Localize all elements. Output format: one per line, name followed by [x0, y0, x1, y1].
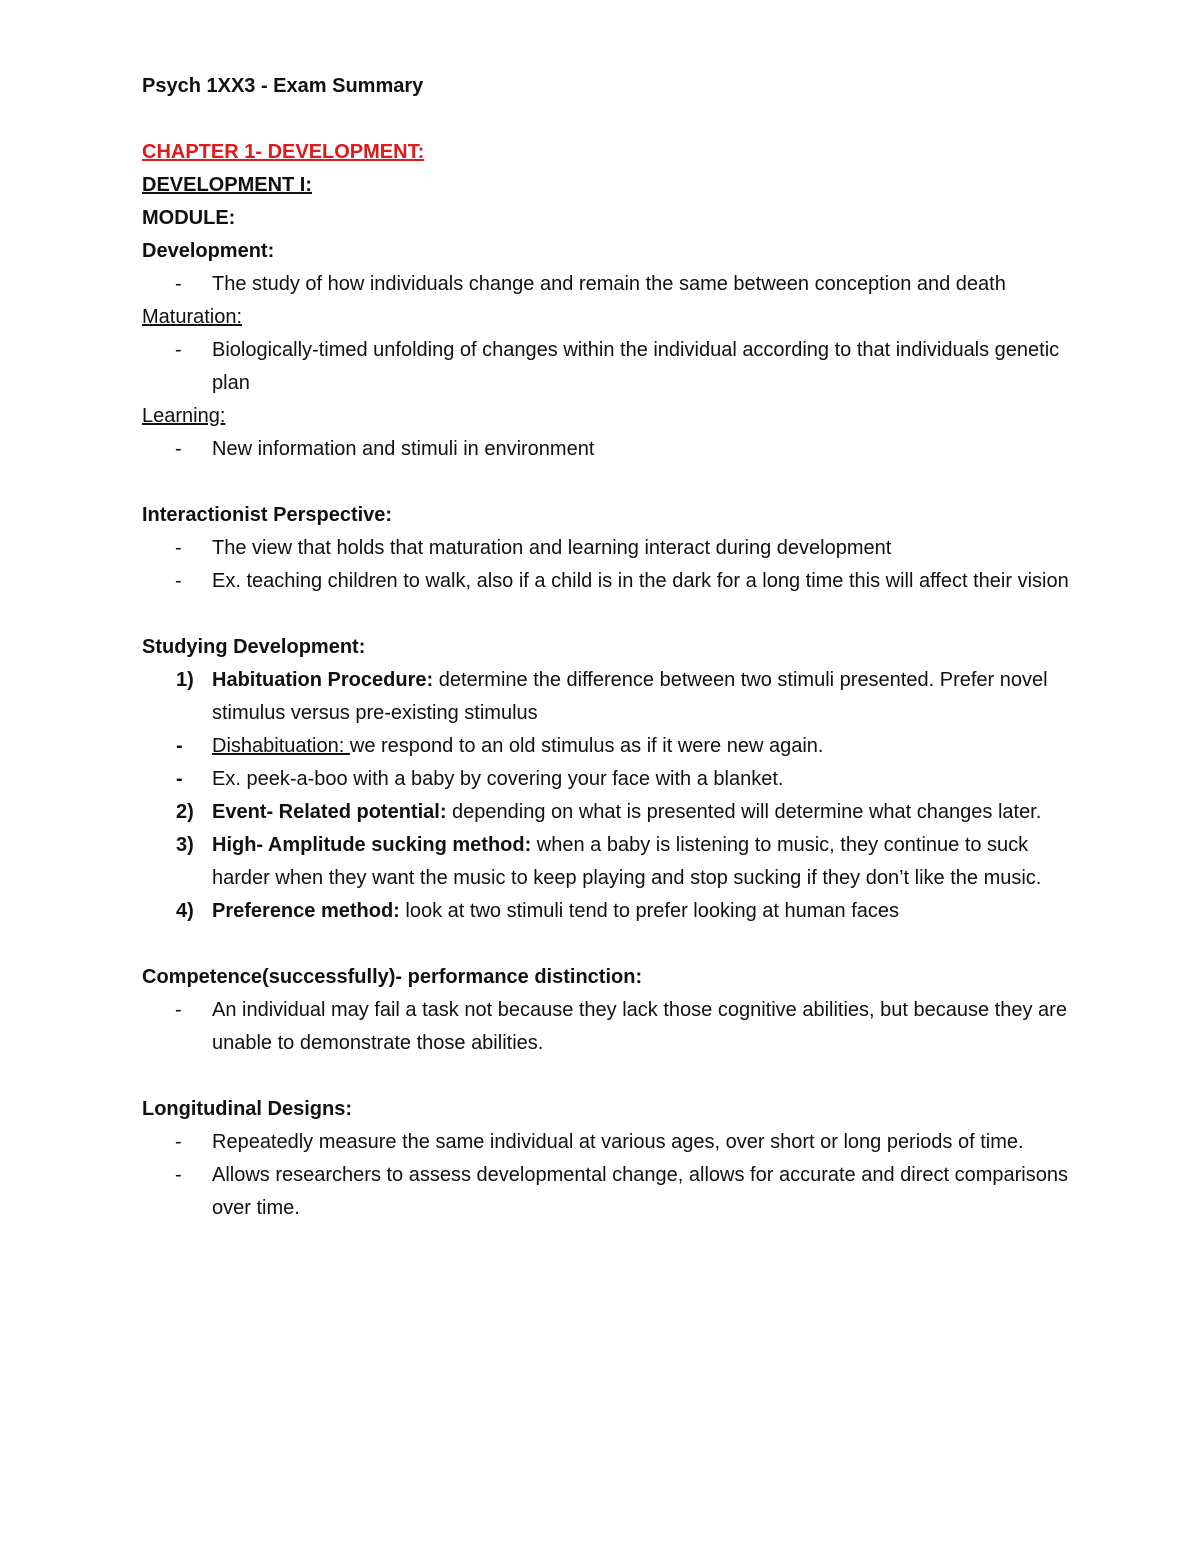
competence-heading: Competence(successfully)- performance distinction:	[142, 966, 643, 988]
spacer	[142, 466, 1072, 499]
list-item	[142, 994, 1072, 1060]
list-item	[142, 763, 1072, 796]
studying-heading: Studying Development:	[142, 636, 366, 658]
numbered-item	[142, 796, 1072, 829]
interactionist-heading: Interactionist Perspective:	[142, 504, 393, 526]
interactionist-list	[142, 532, 1072, 598]
numbered-item	[142, 895, 1072, 928]
learning-heading: Learning:	[142, 405, 226, 427]
dash-marker: -	[175, 1131, 182, 1153]
list-item-text: An individual may fail a task not because they lack those cognitive abilities, but because they are unable to demonstrate those abilities.	[212, 999, 1067, 1054]
list-item	[142, 268, 1072, 301]
term-text: look at two stimuli tend to prefer looking at human faces	[399, 900, 899, 922]
dash-marker: -	[175, 570, 182, 592]
number-marker: 1)	[176, 669, 194, 691]
list-item-text: Repeatedly measure the same individual at various ages, over short or long periods of time.	[212, 1131, 1024, 1153]
spacer	[142, 1060, 1072, 1093]
term-text: depending on what is presented will determine what changes later.	[446, 801, 1042, 823]
list-item-text: Ex. peek-a-boo with a baby by covering your face with a blanket.	[212, 768, 784, 790]
dash-marker: -	[176, 735, 183, 757]
number-marker: 4)	[176, 900, 194, 922]
list-item	[142, 433, 1072, 466]
term: Event- Related potential:	[212, 801, 447, 823]
list-item-text: Ex. teaching children to walk, also if a child is in the dark for a long time this will affect their vision	[212, 570, 1069, 592]
development-list	[142, 268, 1072, 301]
dash-marker: -	[175, 339, 182, 361]
list-item	[142, 1159, 1072, 1225]
dash-marker: -	[175, 999, 182, 1021]
learning-list	[142, 433, 1072, 466]
studying-list	[142, 664, 1072, 928]
maturation-heading: Maturation:	[142, 306, 243, 328]
list-item-text: Biologically-timed unfolding of changes within the individual according to that individuals genetic plan	[212, 339, 1060, 394]
spacer	[142, 598, 1072, 631]
list-item	[142, 565, 1072, 598]
list-item-text: Allows researchers to assess developmental change, allows for accurate and direct comparisons over time.	[212, 1164, 1068, 1219]
list-item-text: The view that holds that maturation and learning interact during development	[212, 537, 892, 559]
term: High- Amplitude sucking method:	[212, 834, 532, 856]
maturation-list	[142, 334, 1072, 400]
dash-marker: -	[175, 438, 182, 460]
term: Preference method:	[212, 900, 400, 922]
competence-list	[142, 994, 1072, 1060]
list-item	[142, 334, 1072, 400]
dash-marker: -	[175, 1164, 182, 1186]
term-text: determine the difference between two stimuli presented. Prefer novel stimulus versus pre-existing stimulus	[212, 669, 1048, 724]
longitudinal-heading: Longitudinal Designs:	[142, 1098, 352, 1120]
list-item-text: The study of how individuals change and remain the same between conception and death	[212, 273, 1006, 295]
module-heading: MODULE:	[142, 207, 236, 229]
list-item	[142, 532, 1072, 565]
dash-marker: -	[175, 273, 182, 295]
document-page	[142, 70, 1072, 1225]
section-heading: DEVELOPMENT I:	[142, 174, 313, 196]
number-marker: 2)	[176, 801, 194, 823]
document-title: Psych 1XX3 - Exam Summary	[142, 75, 424, 97]
term: Dishabituation:	[212, 735, 350, 757]
chapter-heading: CHAPTER 1- DEVELOPMENT:	[142, 141, 425, 163]
dash-marker: -	[175, 537, 182, 559]
list-item	[142, 730, 1072, 763]
spacer	[142, 928, 1072, 961]
list-item-text: New information and stimuli in environment	[212, 438, 595, 460]
number-marker: 3)	[176, 834, 194, 856]
dash-marker: -	[176, 768, 183, 790]
term: Habituation Procedure:	[212, 669, 434, 691]
list-item	[142, 1126, 1072, 1159]
development-heading: Development:	[142, 240, 275, 262]
term-text: we respond to an old stimulus as if it were new again.	[349, 735, 824, 757]
numbered-item	[142, 664, 1072, 730]
longitudinal-list	[142, 1126, 1072, 1225]
term-text: when a baby is listening to music, they continue to suck harder when they want the music to keep playing and stop sucking if they don’t like the music.	[212, 834, 1042, 889]
numbered-item	[142, 829, 1072, 895]
